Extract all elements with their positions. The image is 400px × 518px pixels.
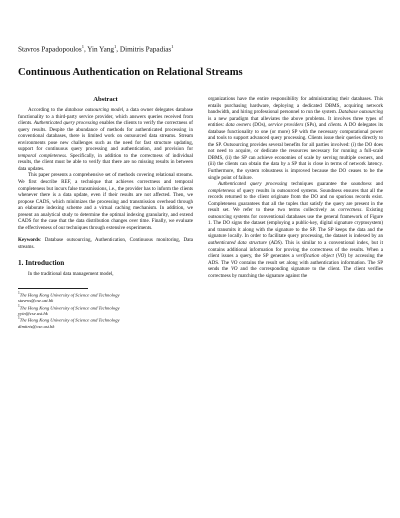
text-run: and the corresponding signature to the client. The client verifies correctness by matching the signature against the [208,266,384,279]
affiliation-mark: 1 [81,44,84,49]
text-run: is a new paradigm that alleviates the above problems. It involves three types of entities: [208,115,383,129]
affiliation-mark: 1 [114,44,117,49]
keywords [18,237,193,250]
body-paragraph [208,181,383,279]
author-name: Dimitris Papadias [119,45,172,54]
left-column [18,96,193,329]
text-run: (SPs), and [303,122,328,129]
text-run: VO [230,259,238,266]
text-run: Database outsourcing [338,109,383,116]
text-run: Authenticated query processing [218,181,288,188]
text-run: database outsourcing model [64,107,124,113]
footnote-line [18,304,193,311]
footnotes [18,291,193,329]
text-run: ( [266,240,271,247]
text-run: soundness [350,181,372,188]
text-run: . A DO delegates its database functionality to one (or more) SP with the necessary computational power and tools to support advanced query processing. Clients issue their queries directly to the SP. Outsourcing provides several benefits for all parties involved: (i) the DO does not need to acquire, or dedicate the resources necessary for running a full-scale DBMS, (ii) the SP can achieve economies of scale by serving multiple owners, and (iii) the clients can obtain the data by a SP that is close in terms of network latency. Furthermore, the system robustness is improved because the DO ceases to be the single point of failure. [208,122,383,181]
footnote-rule [18,288,88,289]
text-run: ) by accessing the ADS. The [208,253,383,266]
footnote-mark: 1 [18,291,20,296]
text-run: According to the [28,107,65,113]
abstract-paragraph [18,107,193,172]
intro-paragraph: In the traditional data management model, [28,271,114,278]
footnote-mark: 1 [18,303,20,308]
text-run: verification object [296,253,334,260]
text-run: VO [230,266,238,273]
footnote-line: stavros@cse.ust.hk [18,298,54,304]
affiliation-mark: 1 [171,44,174,49]
text-run: techniques guarantee the [287,181,351,188]
text-run: VO [337,253,345,260]
text-run: ( [333,253,338,260]
keywords-text: : Database outsourcing, Authentication, Continuous monitoring, Data streams. [18,237,193,250]
text-run: of query results in outsourced systems. Soundness ensures that all the records returned to the client originate from the DO and no spurious records exist. Completeness guarantees that all the tuples that satisfy the query are present in the result set. We refer to these two terms collectively as [208,187,383,214]
paper-title: Continuous Authentication on Relational Streams [18,67,243,78]
author-name: Stavros Papadopoulos [18,45,82,54]
body-paragraph [208,96,383,181]
text-run: contains the result set along with authentication information. The SP sends the [208,259,383,273]
text-run: . Existing outsourcing systems for conventional databases use the general framework of Figure 1. The DO signs the dataset (employing a public-key, digital signature cryptosystem) and transmits it along with the signature to the SP. The SP keeps the data and the signature locally. In order to facilitate query processing, the dataset is indexed by an [208,207,383,240]
text-run: Authenticated query processing [33,120,98,127]
text-run: and [371,181,383,188]
footnote-mark: 1 [18,316,20,321]
footnote-line [18,291,193,298]
text-run: authenticated data structure [208,240,267,247]
footnote-text: The Hong Kong University of Science and Technology [19,292,120,298]
footnote-line: yyin@cse.ust.hk [18,310,48,316]
right-column [208,96,383,279]
text-run: temporal completeness [18,152,66,159]
author-line: Stavros Papadopoulos$^1$, Yin Yang$^1$, Dimitris Papadias$^1$ [18,44,174,54]
text-run: , a data owner delegates database functionality to a third-party service provider, which answers queries received from clients. [18,107,193,127]
footnote-text: The Hong Kong University of Science and Technology [19,318,120,323]
abstract-paragraph: This paper presents a comprehensive set of methods covering relational streams. We first describe REF, a technique that achieves correctness and temporal completeness but incurs false transmissions, i.e., the provider has to inform the clients whenever there is a data update, even if their results are not affected. Then, we propose CADS, which minimizes the processing and transmission overhead through an elaborate indexing scheme and a virtual caching mechanism. In addition, we present an analytical study to determine the optimal indexing granularity, and extend CADS for the case that the data distribution changes over time. Finally, we evaluate the effectiveness of our techniques through extensive experiments. [18,172,193,231]
text-run: . Specifically, in addition to the correctness of individual results, the client must be able to verify that there are no missing results in between data updates. [18,152,193,172]
footnote-text: The Hong Kong University of Science and Technology [19,305,120,311]
text-run: enables the clients to verify the correctness of query results. Despite the abundance of methods for authenticated processing in conventional databases, there is limited work on outsourced data streams. Stream environments pose new challenges such as the need for fast structure updating, support for continuous query processing and authentication, and provision for [18,120,193,153]
text-run: ADS [270,240,281,247]
text-run: service providers [268,122,304,129]
author-name: Yin Yang [87,45,115,54]
footnote-line [18,316,193,323]
abstract-heading: Abstract [93,96,118,103]
footnote-line: dimitris@cse.ust.hk [18,323,55,329]
text-run: correctness [338,207,362,214]
text-run: clients [327,122,342,129]
section-heading: 1. Introduction [18,259,65,268]
text-run: data owners [225,122,251,129]
text-run: organizations have the entire responsibility for administrating their databases. This entails purchasing hardware, deploying a dedicated DBMS, acquiring network bandwidth, and hiring professional personnel to run the system. [208,96,383,116]
keywords-label: Keywords [18,237,40,244]
text-run: (DOs), [250,122,269,129]
text-run: ). This is similar to a conventional index, but it contains additional information for proving the correctness of the results. When a client issues a query, the SP generates a [208,240,383,260]
text-run: completeness [208,187,235,194]
